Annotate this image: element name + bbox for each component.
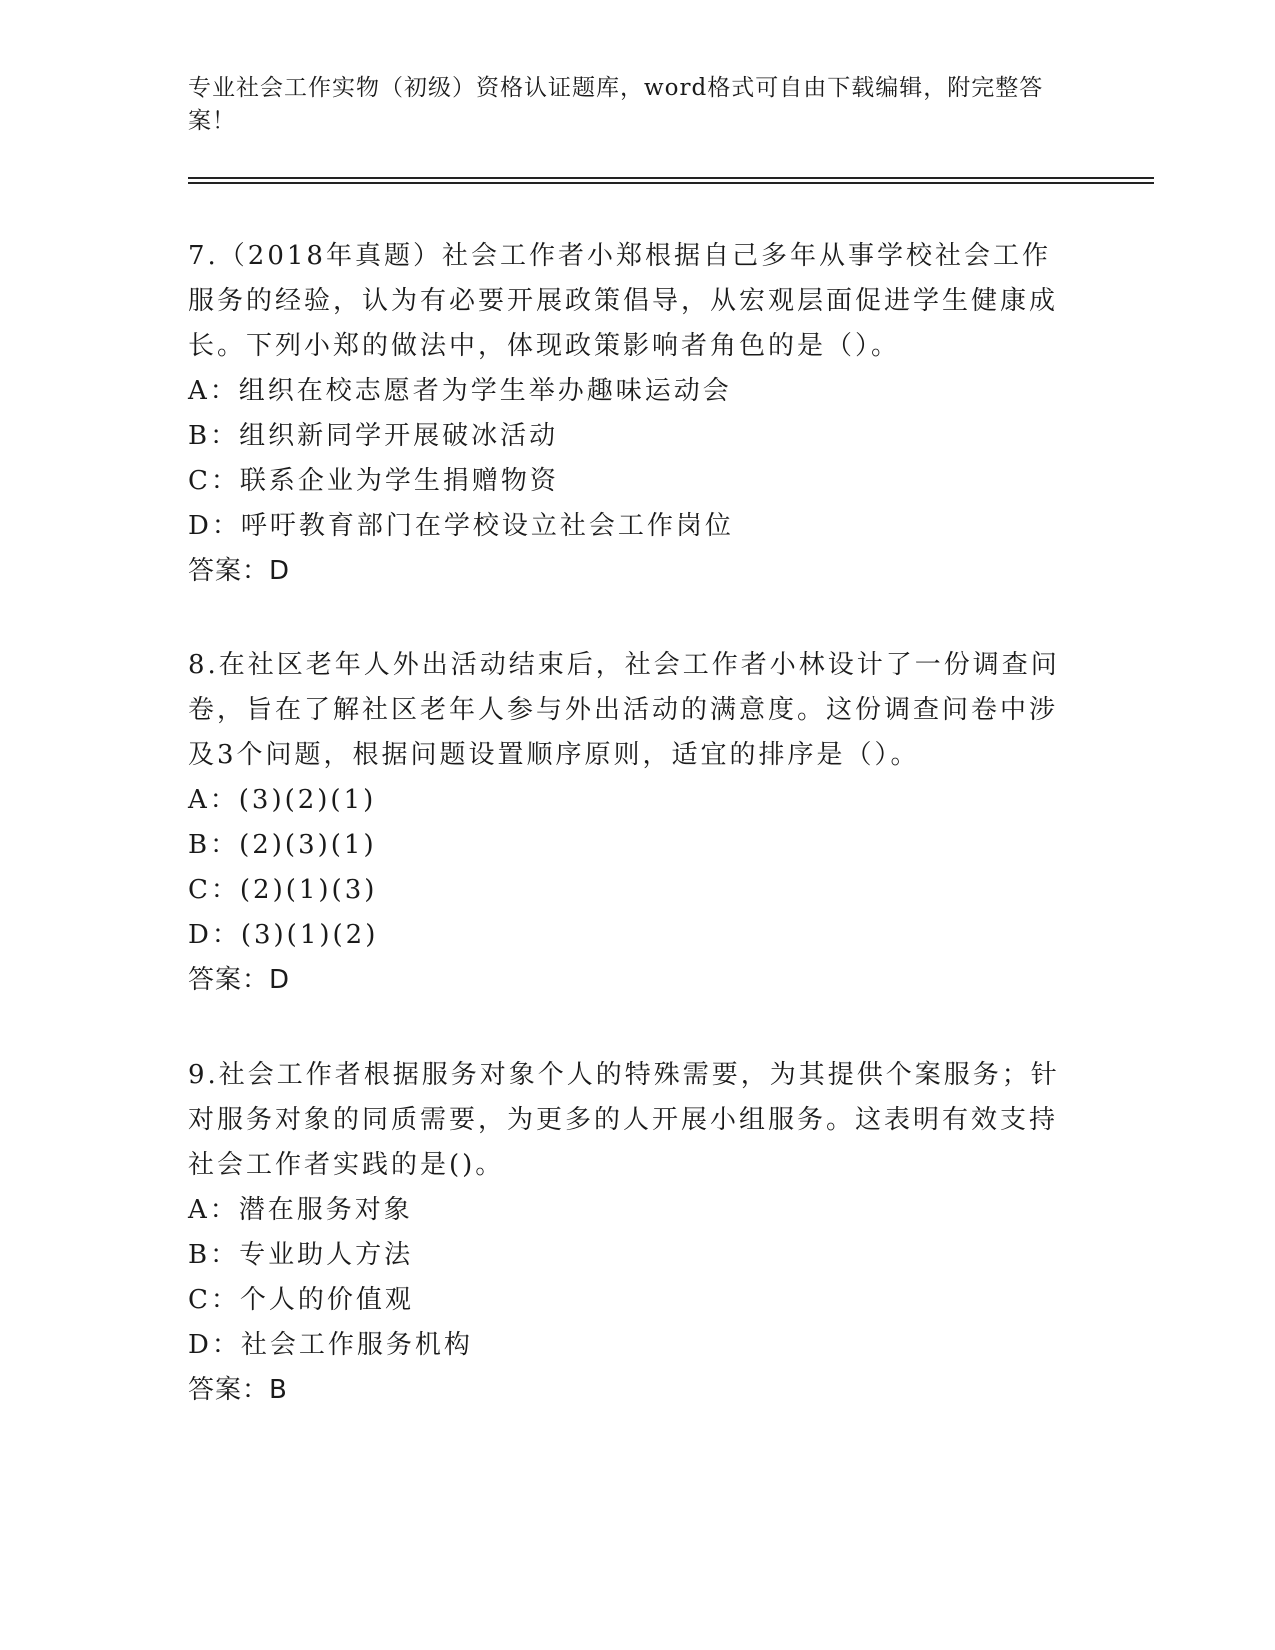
header-rule-bottom bbox=[188, 182, 1154, 184]
question-7 bbox=[188, 234, 1068, 594]
option-d: D：社会工作服务机构 bbox=[188, 1330, 473, 1360]
header-note: 专业社会工作实物（初级）资格认证题库，word格式可自由下载编辑，附完整答案！ bbox=[188, 75, 1044, 134]
option-c: C：联系企业为学生捐赠物资 bbox=[188, 466, 559, 496]
question-stem: 7.（2018年真题）社会工作者小郑根据自己多年从事学校社会工作服务的经验，认为有必要开展政策倡导，从宏观层面促进学生健康成长。下列小郑的做法中，体现政策影响者角色的是（）。 bbox=[188, 241, 1059, 361]
option-a: A：(3)(2)(1) bbox=[188, 785, 377, 815]
option-d: D：(3)(1)(2) bbox=[188, 920, 379, 950]
option-b: B：专业助人方法 bbox=[188, 1240, 414, 1270]
option-a: A：组织在校志愿者为学生举办趣味运动会 bbox=[188, 376, 732, 406]
question-9 bbox=[188, 1053, 1068, 1413]
question-stem: 8.在社区老年人外出活动结束后，社会工作者小林设计了一份调查问卷，旨在了解社区老年人参与外出活动的满意度。这份调查问卷中涉及3个问题，根据问题设置顺序原则，适宜的排序是（）。 bbox=[188, 650, 1060, 770]
option-a: A：潜在服务对象 bbox=[188, 1195, 413, 1225]
option-c: C：个人的价值观 bbox=[188, 1285, 414, 1315]
question-stem: 9.社会工作者根据服务对象个人的特殊需要，为其提供个案服务；针对服务对象的同质需要，为更多的人开展小组服务。这表明有效支持社会工作者实践的是()。 bbox=[188, 1060, 1060, 1180]
answer-label: 答案：D bbox=[188, 965, 291, 995]
header-rule-top bbox=[188, 177, 1154, 179]
answer-label: 答案：B bbox=[188, 1375, 288, 1405]
option-d: D：呼吁教育部门在学校设立社会工作岗位 bbox=[188, 511, 734, 541]
option-b: B：(2)(3)(1) bbox=[188, 830, 377, 860]
option-c: C：(2)(1)(3) bbox=[188, 875, 378, 905]
option-b: B：组织新同学开展破冰活动 bbox=[188, 421, 559, 451]
question-8 bbox=[188, 643, 1068, 1003]
answer-label: 答案：D bbox=[188, 556, 291, 586]
